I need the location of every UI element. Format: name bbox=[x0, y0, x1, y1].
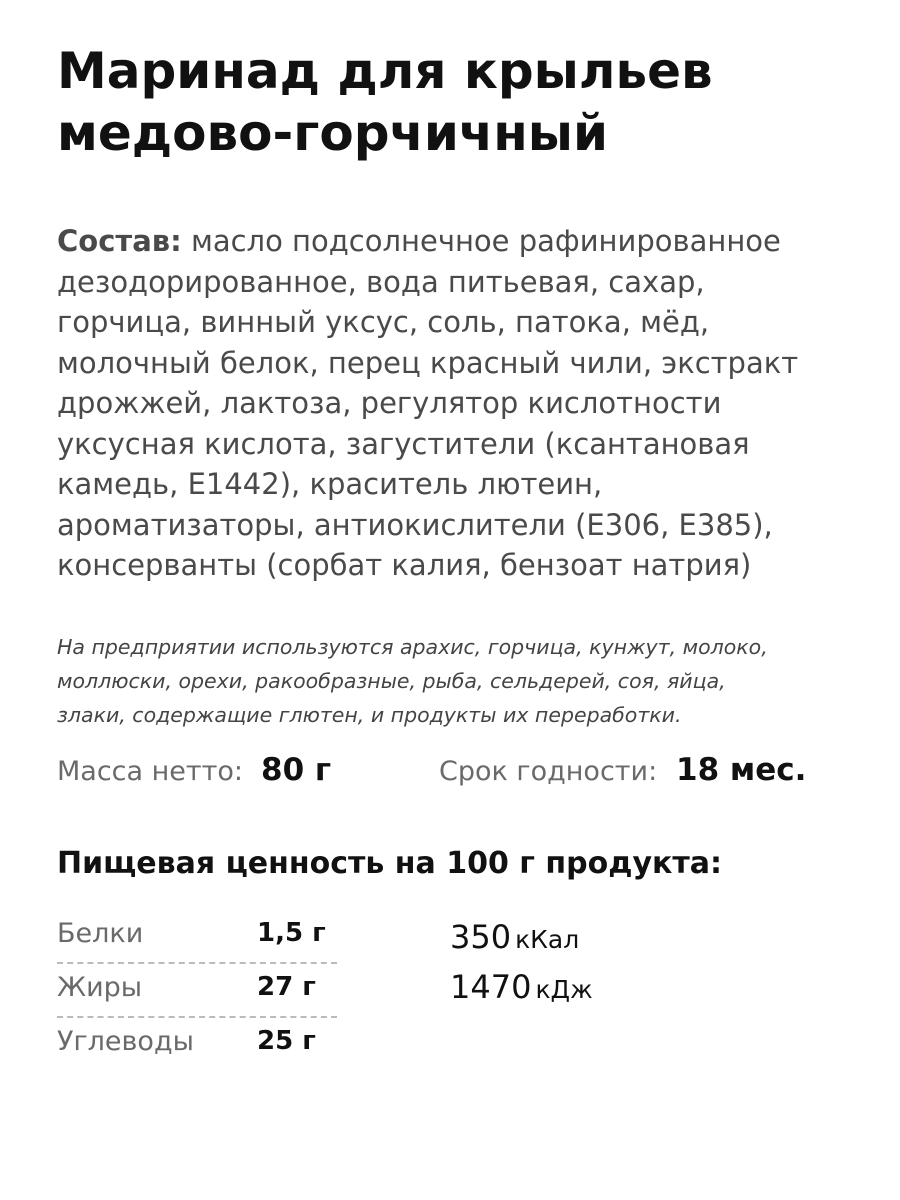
nutrient-name: Углеводы bbox=[57, 1026, 194, 1057]
composition-line-2: дезодорированное, вода питьевая, сахар, bbox=[57, 264, 705, 299]
composition-block bbox=[57, 221, 857, 586]
composition-line-1 bbox=[57, 221, 857, 262]
product-title-line-1: Маринад для крыльев bbox=[57, 42, 713, 100]
composition-line-9: консерванты (сорбат калия, бензоат натрия) bbox=[57, 548, 752, 582]
energy-kj bbox=[450, 968, 750, 1018]
composition-label: Состав: bbox=[57, 224, 182, 258]
energy-values bbox=[450, 918, 750, 1018]
composition-line-3: горчица, винный уксус, соль, патока, мёд, bbox=[57, 305, 710, 339]
nutrient-value: 27 г bbox=[257, 972, 316, 1002]
shelf-life-value: 18 мес. bbox=[676, 752, 807, 788]
nutrient-table bbox=[57, 910, 337, 1072]
nutrient-value: 25 г bbox=[257, 1026, 316, 1056]
nutrient-value: 1,5 г bbox=[257, 918, 326, 948]
product-title bbox=[57, 40, 857, 164]
energy-kcal-value: 350 bbox=[450, 918, 512, 956]
allergen-notice bbox=[57, 630, 857, 732]
net-weight-value: 80 г bbox=[261, 752, 332, 788]
nutrient-row bbox=[57, 1018, 337, 1072]
allergen-line-2: моллюски, орехи, ракообразные, рыба, сельдерей, соя, яйца, bbox=[57, 669, 726, 693]
composition-line-4: молочный белок, перец красный чили, экстракт bbox=[57, 345, 799, 380]
allergen-line-3: злаки, содержащие глютен, и продукты их переработки. bbox=[57, 703, 682, 727]
product-label-page bbox=[57, 0, 857, 1200]
energy-kcal-unit: кКал bbox=[515, 925, 580, 954]
energy-kj-value: 1470 bbox=[450, 968, 532, 1006]
energy-kcal bbox=[450, 918, 750, 968]
nutrient-row bbox=[57, 910, 337, 964]
allergen-line-1: На предприятии используются арахис, горчица, кунжут, молоко, bbox=[57, 635, 768, 659]
nutrient-name: Белки bbox=[57, 918, 144, 949]
nutrition-heading: Пищевая ценность на 100 г продукта: bbox=[57, 846, 722, 881]
net-weight-label: Масса нетто: bbox=[57, 756, 243, 787]
composition-line-8: ароматизаторы, антиокислители (Е306, Е385), bbox=[57, 507, 773, 542]
product-title-line-2: медово-горчичный bbox=[57, 104, 609, 162]
nutrient-name: Жиры bbox=[57, 972, 143, 1003]
energy-kj-unit: кДж bbox=[535, 975, 593, 1004]
composition-line-5: дрожжей, лактоза, регулятор кислотности bbox=[57, 386, 722, 420]
composition-text: масло подсолнечное рафинированное bbox=[181, 224, 781, 258]
nutrient-row bbox=[57, 964, 337, 1018]
weight-shelf-row bbox=[57, 752, 857, 796]
composition-line-7: камедь, Е1442), краситель лютеин, bbox=[57, 467, 603, 501]
shelf-life-label: Срок годности: bbox=[439, 756, 658, 787]
composition-line-6: уксусная кислота, загустители (ксантановая bbox=[57, 426, 750, 461]
